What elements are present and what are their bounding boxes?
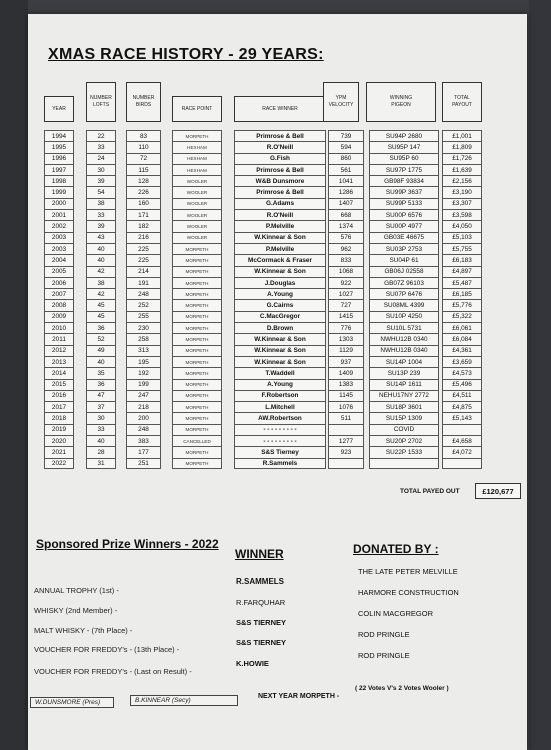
vote-count: ( 22 Votes V's 2 Votes Wooler ) — [355, 685, 449, 692]
cell-payout: £3,307 — [442, 198, 482, 209]
cell-lofts: 40 — [86, 356, 116, 367]
cell-birds: 160 — [126, 198, 161, 209]
header-race-winner — [234, 96, 326, 122]
cell-payout: £4,050 — [442, 220, 482, 231]
cell-race-winner: W.Kinnear & Son — [234, 266, 326, 277]
cell-velocity: 833 — [328, 254, 364, 265]
cell-lofts: 42 — [86, 288, 116, 299]
cell-payout: £3,598 — [442, 209, 482, 220]
background-left — [0, 0, 28, 750]
cell-year: 2000 — [44, 198, 74, 209]
cell-birds: 218 — [126, 401, 161, 412]
cell-velocity: 1286 — [328, 186, 364, 197]
cell-race-winner: AW.Robertson — [234, 412, 326, 423]
cell-velocity: 1415 — [328, 311, 364, 322]
cell-payout: £5,487 — [442, 277, 482, 288]
cell-velocity: 860 — [328, 153, 364, 164]
cell-race-winner: A.Young — [234, 288, 326, 299]
cell-pigeon: SU10P 4250 — [369, 311, 439, 322]
cell-velocity: 576 — [328, 232, 364, 243]
prize-winner: R.FARQUHAR — [236, 598, 286, 607]
cell-pigeon: SU04P 61 — [369, 254, 439, 265]
prize-donor: ROD PRINGLE — [358, 651, 410, 660]
cell-velocity: 1277 — [328, 435, 364, 446]
cell-race-point: MORPETH — [172, 412, 222, 423]
cell-race-winner: Primrose & Bell — [234, 130, 326, 141]
cell-lofts: 30 — [86, 412, 116, 423]
cell-year: 2018 — [44, 412, 74, 423]
cell-year: 1999 — [44, 186, 74, 197]
cell-payout: £6,183 — [442, 254, 482, 265]
header-payout-line2: PAYOUT — [452, 102, 472, 108]
cell-payout: £4,897 — [442, 266, 482, 277]
cell-velocity — [328, 424, 364, 435]
cell-pigeon: NWHU12B 0340 — [369, 345, 439, 356]
cell-birds: 115 — [126, 164, 161, 175]
cell-birds: 313 — [126, 345, 161, 356]
cell-birds: 225 — [126, 254, 161, 265]
cell-year: 2004 — [44, 254, 74, 265]
cell-lofts: 52 — [86, 333, 116, 344]
cell-race-point: MORPETH — [172, 322, 222, 333]
cell-year: 2020 — [44, 435, 74, 446]
cell-payout — [442, 424, 482, 435]
cell-race-point: MORPETH — [172, 130, 222, 141]
cell-race-point: MORPETH — [172, 311, 222, 322]
header-lofts — [86, 82, 116, 122]
header-velocity-line2: VELOCITY — [328, 102, 354, 108]
prize-donor: HARMORE CONSTRUCTION — [358, 588, 459, 597]
column-pigeon — [369, 130, 439, 469]
cell-velocity — [328, 458, 364, 469]
cell-lofts: 24 — [86, 153, 116, 164]
cell-year: 2021 — [44, 446, 74, 457]
cell-birds: 225 — [126, 243, 161, 254]
cell-pigeon: SU03P 2753 — [369, 243, 439, 254]
cell-birds: 128 — [126, 175, 161, 186]
cell-year: 2010 — [44, 322, 74, 333]
cell-race-winner: G.Fish — [234, 153, 326, 164]
cell-birds: 199 — [126, 379, 161, 390]
header-year — [44, 96, 74, 122]
cell-race-point: MORPETH — [172, 243, 222, 254]
cell-race-point: WOOLER — [172, 175, 222, 186]
cell-race-winner: Primrose & Bell — [234, 164, 326, 175]
cell-pigeon: NWHU12B 0340 — [369, 333, 439, 344]
cell-race-point: MORPETH — [172, 446, 222, 457]
cell-race-winner: F.Robertson — [234, 390, 326, 401]
prize-winner: K.HOWIE — [236, 659, 269, 668]
cell-pigeon: NEHU17NY 2772 — [369, 390, 439, 401]
cell-lofts: 40 — [86, 243, 116, 254]
header-velocity-line1: YPM — [335, 95, 347, 101]
cell-race-winner: McCormack & Fraser — [234, 254, 326, 265]
cell-year: 2008 — [44, 299, 74, 310]
header-payout — [442, 82, 482, 122]
cell-race-point: MORPETH — [172, 266, 222, 277]
cell-race-winner: D.Brown — [234, 322, 326, 333]
cell-payout: £6,185 — [442, 288, 482, 299]
cell-payout: £4,875 — [442, 401, 482, 412]
prize-name: MALT WHISKY - (7th Place) - — [34, 626, 133, 635]
cell-pigeon: SU15P 1309 — [369, 412, 439, 423]
cell-year: 2019 — [44, 424, 74, 435]
cell-race-winner: - - - - - - - - - — [234, 424, 326, 435]
cell-payout: £4,361 — [442, 345, 482, 356]
header-birds-line1: NUMBER — [132, 95, 155, 101]
cell-lofts: 22 — [86, 130, 116, 141]
cell-year: 2007 — [44, 288, 74, 299]
cell-lofts: 39 — [86, 175, 116, 186]
cell-velocity: 1145 — [328, 390, 364, 401]
cell-velocity: 1129 — [328, 345, 364, 356]
cell-birds: 192 — [126, 367, 161, 378]
column-payout — [442, 130, 482, 469]
cell-payout: £1,726 — [442, 153, 482, 164]
header-pigeon-line2: PIGEON — [391, 102, 411, 108]
cell-pigeon: GB06J 02558 — [369, 266, 439, 277]
cell-race-point: WOOLER — [172, 209, 222, 220]
cell-payout: £2,156 — [442, 175, 482, 186]
cell-race-point: MORPETH — [172, 424, 222, 435]
cell-lofts: 38 — [86, 277, 116, 288]
cell-pigeon: GB03E 46675 — [369, 232, 439, 243]
cell-race-winner: J.Douglas — [234, 277, 326, 288]
cell-year: 1994 — [44, 130, 74, 141]
cell-lofts: 33 — [86, 209, 116, 220]
cell-pigeon — [369, 458, 439, 469]
cell-year: 2013 — [44, 356, 74, 367]
cell-velocity: 668 — [328, 209, 364, 220]
cell-velocity: 1383 — [328, 379, 364, 390]
column-race-point — [172, 130, 222, 469]
prize-donor: ROD PRINGLE — [358, 630, 410, 639]
cell-velocity: 561 — [328, 164, 364, 175]
prize-name: VOUCHER FOR FREDDY's - (Last on Result) - — [34, 667, 192, 676]
cell-race-point: CANCELLED — [172, 435, 222, 446]
cell-pigeon: SU99P 3637 — [369, 186, 439, 197]
donated-by-heading: DONATED BY : — [353, 542, 439, 556]
cell-year: 1997 — [44, 164, 74, 175]
cell-payout: £1,001 — [442, 130, 482, 141]
cell-payout: £1,809 — [442, 141, 482, 152]
cell-lofts: 54 — [86, 186, 116, 197]
cell-race-point: MORPETH — [172, 254, 222, 265]
cell-velocity: 937 — [328, 356, 364, 367]
cell-velocity: 1076 — [328, 401, 364, 412]
cell-pigeon: SU94P 2680 — [369, 130, 439, 141]
cell-lofts: 33 — [86, 424, 116, 435]
cell-race-point: MORPETH — [172, 345, 222, 356]
cell-birds: 383 — [126, 435, 161, 446]
cell-payout: £5,143 — [442, 412, 482, 423]
cell-birds: 247 — [126, 390, 161, 401]
cell-race-winner: Primrose & Bell — [234, 186, 326, 197]
prize-winner: R.SAMMELS — [236, 577, 284, 586]
cell-pigeon: SU00P 4977 — [369, 220, 439, 231]
footer-secretary: B.KINNEAR (Secy) — [130, 695, 238, 706]
cell-race-winner: W.Kinnear & Son — [234, 345, 326, 356]
cell-lofts: 40 — [86, 435, 116, 446]
cell-pigeon: SU95P 147 — [369, 141, 439, 152]
cell-birds: 182 — [126, 220, 161, 231]
cell-birds: 226 — [126, 186, 161, 197]
cell-race-winner: C.MacGregor — [234, 311, 326, 322]
cell-race-winner: W.Kinnear & Son — [234, 356, 326, 367]
cell-year: 1996 — [44, 153, 74, 164]
cell-lofts: 38 — [86, 198, 116, 209]
cell-birds: 195 — [126, 356, 161, 367]
cell-pigeon: SU99P 5133 — [369, 198, 439, 209]
cell-birds: 72 — [126, 153, 161, 164]
cell-payout: £5,322 — [442, 311, 482, 322]
cell-payout: £5,755 — [442, 243, 482, 254]
cell-pigeon: SU08ML 4399 — [369, 299, 439, 310]
prize-name: WHISKY (2nd Member) - — [34, 606, 118, 615]
cell-race-point: MORPETH — [172, 390, 222, 401]
cell-race-point: HEXHAM — [172, 153, 222, 164]
cell-race-winner: R.O'Neill — [234, 141, 326, 152]
cell-payout: £4,658 — [442, 435, 482, 446]
prize-name: VOUCHER FOR FREDDY's - (13th Place) - — [34, 645, 180, 654]
cell-birds: 83 — [126, 130, 161, 141]
cell-pigeon: GB07Z 96103 — [369, 277, 439, 288]
cell-birds: 214 — [126, 266, 161, 277]
cell-payout: £5,776 — [442, 299, 482, 310]
cell-year: 2003 — [44, 232, 74, 243]
cell-race-point: MORPETH — [172, 379, 222, 390]
column-velocity — [328, 130, 364, 469]
cell-race-winner: S&S Tierney — [234, 446, 326, 457]
cell-lofts: 31 — [86, 458, 116, 469]
sponsored-prize-title: Sponsored Prize Winners - 2022 — [36, 537, 219, 551]
cell-year: 2014 — [44, 367, 74, 378]
cell-velocity: 1409 — [328, 367, 364, 378]
total-payed-out-label: TOTAL PAYED OUT — [400, 488, 460, 495]
cell-payout: £6,084 — [442, 333, 482, 344]
cell-year: 2017 — [44, 401, 74, 412]
cell-birds: 171 — [126, 209, 161, 220]
cell-velocity: 727 — [328, 299, 364, 310]
header-year-label: YEAR — [52, 105, 66, 112]
cell-birds: 110 — [126, 141, 161, 152]
cell-race-point: MORPETH — [172, 458, 222, 469]
cell-race-point: WOOLER — [172, 186, 222, 197]
cell-lofts: 47 — [86, 390, 116, 401]
cell-race-point: HEXHAM — [172, 141, 222, 152]
cell-race-point: MORPETH — [172, 333, 222, 344]
cell-birds: 252 — [126, 299, 161, 310]
header-birds — [126, 82, 161, 122]
cell-race-winner: - - - - - - - - - — [234, 435, 326, 446]
cell-velocity: 923 — [328, 446, 364, 457]
cell-velocity: 739 — [328, 130, 364, 141]
header-velocity — [323, 82, 359, 122]
cell-velocity: 594 — [328, 141, 364, 152]
cell-pigeon: SU14P 1004 — [369, 356, 439, 367]
cell-race-winner: R.Sammels — [234, 458, 326, 469]
cell-lofts: 30 — [86, 164, 116, 175]
cell-payout: £1,639 — [442, 164, 482, 175]
cell-lofts: 36 — [86, 379, 116, 390]
cell-year: 2022 — [44, 458, 74, 469]
cell-pigeon: SU22P 1533 — [369, 446, 439, 457]
cell-race-winner: W&B Dunsmore — [234, 175, 326, 186]
cell-birds: 191 — [126, 277, 161, 288]
cell-birds: 216 — [126, 232, 161, 243]
cell-race-winner: R.O'Neill — [234, 209, 326, 220]
column-race-winner — [234, 130, 326, 469]
header-pigeon — [366, 82, 436, 122]
cell-pigeon: SU10L 5731 — [369, 322, 439, 333]
footer-president: W.DUNSMORE (Pres) — [30, 697, 114, 708]
cell-birds: 255 — [126, 311, 161, 322]
cell-lofts: 49 — [86, 345, 116, 356]
cell-velocity: 962 — [328, 243, 364, 254]
column-year — [44, 130, 74, 469]
cell-birds: 177 — [126, 446, 161, 457]
header-lofts-line2: LOFTS — [92, 102, 110, 108]
header-lofts-line1: NUMBER — [90, 95, 112, 101]
cell-velocity: 1303 — [328, 333, 364, 344]
cell-birds: 248 — [126, 288, 161, 299]
cell-lofts: 39 — [86, 220, 116, 231]
cell-payout — [442, 458, 482, 469]
cell-lofts: 42 — [86, 266, 116, 277]
document-title: XMAS RACE HISTORY - 29 YEARS: — [48, 46, 324, 63]
cell-year: 2012 — [44, 345, 74, 356]
cell-velocity: 1407 — [328, 198, 364, 209]
cell-race-point: MORPETH — [172, 356, 222, 367]
cell-payout: £4,072 — [442, 446, 482, 457]
column-birds — [126, 130, 161, 469]
total-payed-out-value: £120,677 — [475, 483, 521, 499]
header-birds-line2: BIRDS — [135, 102, 152, 108]
header-pigeon-line1: WINNING — [389, 95, 413, 101]
cell-velocity: 1041 — [328, 175, 364, 186]
cell-payout: £5,103 — [442, 232, 482, 243]
background-right — [529, 0, 551, 750]
cell-lofts: 45 — [86, 311, 116, 322]
cell-pigeon: SU95P 60 — [369, 153, 439, 164]
cell-race-winner: T.Waddell — [234, 367, 326, 378]
column-lofts — [86, 130, 116, 469]
cell-year: 2003 — [44, 243, 74, 254]
cell-race-point: MORPETH — [172, 367, 222, 378]
cell-velocity: 776 — [328, 322, 364, 333]
cell-year: 2001 — [44, 209, 74, 220]
cell-velocity: 922 — [328, 277, 364, 288]
cell-lofts: 28 — [86, 446, 116, 457]
cell-birds: 248 — [126, 424, 161, 435]
cell-race-winner: W.Kinnear & Son — [234, 232, 326, 243]
cell-race-point: WOOLER — [172, 220, 222, 231]
cell-race-winner: P.Melville — [234, 243, 326, 254]
cell-payout: £4,511 — [442, 390, 482, 401]
cell-race-point: WOOLER — [172, 232, 222, 243]
cell-birds: 200 — [126, 412, 161, 423]
header-race-point — [172, 96, 222, 122]
cell-pigeon: COVID — [369, 424, 439, 435]
cell-velocity: 1068 — [328, 266, 364, 277]
cell-pigeon: SU14P 1611 — [369, 379, 439, 390]
cell-velocity: 1374 — [328, 220, 364, 231]
cell-race-winner: G.Cairns — [234, 299, 326, 310]
cell-velocity: 511 — [328, 412, 364, 423]
prize-winner: S&S TIERNEY — [236, 638, 287, 647]
cell-birds: 258 — [126, 333, 161, 344]
cell-payout: £3,190 — [442, 186, 482, 197]
cell-year: 2002 — [44, 220, 74, 231]
cell-year: 2015 — [44, 379, 74, 390]
cell-payout: £4,573 — [442, 367, 482, 378]
cell-race-point: WOOLER — [172, 198, 222, 209]
cell-year: 2011 — [44, 333, 74, 344]
cell-year: 1998 — [44, 175, 74, 186]
cell-birds: 251 — [126, 458, 161, 469]
paper-sheet — [28, 14, 527, 750]
cell-pigeon: SU13P 239 — [369, 367, 439, 378]
prize-donor: COLIN MACGREGOR — [358, 609, 434, 618]
cell-year: 2006 — [44, 277, 74, 288]
cell-race-point: MORPETH — [172, 288, 222, 299]
cell-lofts: 45 — [86, 299, 116, 310]
cell-race-point: MORPETH — [172, 277, 222, 288]
cell-lofts: 35 — [86, 367, 116, 378]
cell-lofts: 40 — [86, 254, 116, 265]
cell-year: 2005 — [44, 266, 74, 277]
cell-race-winner: G.Adams — [234, 198, 326, 209]
cell-race-point: HEXHAM — [172, 164, 222, 175]
cell-race-winner: A.Young — [234, 379, 326, 390]
prize-winner: S&S TIERNEY — [236, 618, 287, 627]
cell-race-point: MORPETH — [172, 401, 222, 412]
cell-pigeon: SU97P 1775 — [369, 164, 439, 175]
cell-pigeon: SU20P 2702 — [369, 435, 439, 446]
cell-year: 2016 — [44, 390, 74, 401]
cell-year: 2009 — [44, 311, 74, 322]
cell-lofts: 36 — [86, 322, 116, 333]
cell-lofts: 33 — [86, 141, 116, 152]
winner-heading: WINNER — [235, 547, 284, 561]
cell-payout: £3,659 — [442, 356, 482, 367]
header-payout-line1: TOTAL — [454, 95, 470, 101]
cell-year: 1995 — [44, 141, 74, 152]
cell-pigeon: SU07P 6476 — [369, 288, 439, 299]
cell-lofts: 37 — [86, 401, 116, 412]
cell-pigeon: SU00P 6576 — [369, 209, 439, 220]
cell-pigeon: GB98F 93834 — [369, 175, 439, 186]
header-race-point-label: RACE POINT — [181, 105, 213, 112]
cell-race-winner: L.Mitchell — [234, 401, 326, 412]
cell-lofts: 43 — [86, 232, 116, 243]
prize-donor: THE LATE PETER MELVILLE — [358, 567, 458, 576]
header-race-winner-label: RACE WINNER — [262, 105, 298, 112]
cell-race-winner: P.Melville — [234, 220, 326, 231]
cell-payout: £5,496 — [442, 379, 482, 390]
cell-race-point: MORPETH — [172, 299, 222, 310]
cell-velocity: 1027 — [328, 288, 364, 299]
next-year-location: NEXT YEAR MORPETH - — [258, 693, 340, 700]
cell-birds: 230 — [126, 322, 161, 333]
prize-name: ANNUAL TROPHY (1st) - — [34, 586, 119, 595]
cell-race-winner: W.Kinnear & Son — [234, 333, 326, 344]
cell-pigeon: SU18P 3601 — [369, 401, 439, 412]
cell-payout: £6,061 — [442, 322, 482, 333]
